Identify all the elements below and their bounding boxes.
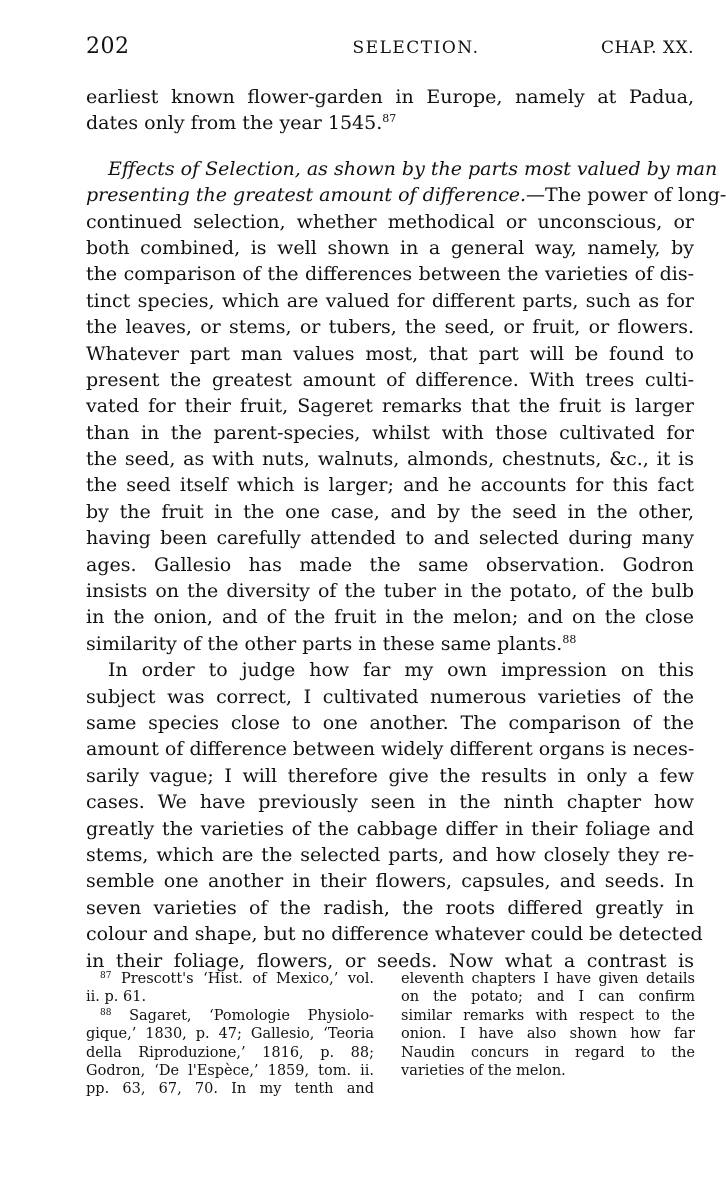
text-line: present the greatest amount of difference. With trees culti- bbox=[86, 368, 694, 391]
footnote-88-line: Godron, ‘De l'Espèce,’ 1859, tom. ii. bbox=[86, 1062, 374, 1079]
text-line bbox=[86, 182, 726, 208]
footnote-88-line bbox=[86, 1007, 374, 1025]
text-line: the seed itself which is larger; and he accounts for this fact bbox=[86, 474, 694, 497]
paragraph-3 bbox=[86, 657, 703, 974]
footnote-88-line: onion. I have also shown how far bbox=[401, 1026, 695, 1043]
paragraph-2 bbox=[86, 156, 726, 657]
text-line: continued selection, whether methodical or unconscious, or bbox=[86, 210, 694, 233]
text-span: similarity of the other parts in these same plants. bbox=[86, 632, 563, 655]
footnotes-right-column bbox=[401, 970, 695, 1080]
text-line bbox=[86, 110, 694, 136]
text-line: vated for their fruit, Sageret remarks that the fruit is larger bbox=[86, 395, 694, 418]
text-line: the leaves, or stems, or tubers, the seed, or fruit, or flowers. bbox=[86, 316, 694, 339]
text-line: Whatever part man values most, that part will be found to bbox=[86, 342, 694, 365]
footnote-ref-88: 88 bbox=[562, 632, 577, 646]
text-line: insists on the diversity of the tuber in the potato, of the bulb bbox=[86, 580, 694, 603]
footnote-text: Prescott's ‘Hist. of Mexico,’ vol. bbox=[120, 971, 374, 987]
footnotes-left-column bbox=[86, 970, 374, 1099]
footnote-88-line: Naudin concurs in regard to the bbox=[401, 1044, 695, 1061]
text-line: seven varieties of the radish, the roots differed greatly in bbox=[86, 896, 694, 919]
text-line: cases. We have previously seen in the ninth chapter how bbox=[86, 791, 694, 814]
text-line bbox=[86, 631, 694, 657]
footnote-88-line: varieties of the melon. bbox=[401, 1062, 566, 1079]
paragraph-1 bbox=[86, 84, 694, 137]
text-line: sarily vague; I will therefore give the results in only a few bbox=[86, 764, 694, 787]
text-line: subject was correct, I cultivated numerous varieties of the bbox=[86, 685, 694, 708]
paragraph-gap bbox=[86, 137, 694, 156]
text-line: earliest known flower-garden in Europe, namely at Padua, bbox=[86, 86, 694, 108]
footnote-88-line: similar remarks with respect to the bbox=[401, 1007, 695, 1024]
text-line: tinct species, which are valued for different parts, such as for bbox=[86, 289, 694, 312]
text-line: than in the parent-species, whilst with those cultivated for bbox=[86, 421, 694, 444]
text-line: the comparison of the differences between the varieties of dis- bbox=[86, 263, 694, 286]
text-span: —The power of long- bbox=[526, 184, 726, 207]
running-head bbox=[86, 34, 694, 62]
section-heading-cont: presenting the greatest amount of difference. bbox=[86, 184, 527, 207]
text-line: amount of difference between widely different organs is neces- bbox=[86, 738, 695, 761]
text-span: dates only from the year 1545. bbox=[86, 112, 383, 135]
footnote-number: 87 bbox=[100, 971, 112, 981]
text-line: the seed, as with nuts, walnuts, almonds, chestnuts, &c., it is bbox=[86, 448, 694, 471]
text-line: In order to judge how far my own impression on this bbox=[108, 659, 694, 682]
text-line: ages. Gallesio has made the same observation. Godron bbox=[86, 553, 694, 576]
footnote-text: Sagaret, ‘Pomologie Physiolo- bbox=[129, 1007, 374, 1024]
text-line: having been carefully attended to and selected during many bbox=[86, 527, 694, 550]
text-line: colour and shape, but no difference whatever could be detected bbox=[86, 923, 703, 946]
text-line: in their foliage, flowers, or seeds. Now what a contrast is bbox=[86, 949, 694, 972]
footnote-88-line: eleventh chapters I have given details bbox=[401, 971, 695, 987]
footnote-ref-87: 87 bbox=[382, 112, 397, 126]
text-line: greatly the varieties of the cabbage differ in their foliage and bbox=[86, 817, 694, 840]
text-line: in the onion, and of the fruit in the melon; and on the close bbox=[86, 606, 694, 629]
footnote-88-line: pp. 63, 67, 70. In my tenth and bbox=[86, 1081, 374, 1098]
footnote-88-line: gique,’ 1830, p. 47; Gallesio, ‘Teoria bbox=[86, 1026, 374, 1043]
running-title: SELECTION. bbox=[352, 38, 480, 58]
footnote-87-line bbox=[86, 970, 374, 988]
text-line: both combined, is well shown in a general way, namely, by bbox=[86, 236, 694, 259]
footnote-number: 88 bbox=[100, 1007, 112, 1018]
page-number: 202 bbox=[86, 34, 130, 59]
text-line: by the fruit in the one case, and by the seed in the other, bbox=[86, 500, 694, 523]
body-text bbox=[86, 84, 726, 974]
text-line: semble one another in their flowers, capsules, and seeds. In bbox=[86, 870, 694, 893]
footnote-88-line: della Riproduzione,’ 1816, p. 88; bbox=[86, 1044, 374, 1061]
footnote-88-line: on the potato; and I can confirm bbox=[401, 989, 695, 1006]
text-line: stems, which are the selected parts, and how closely they re- bbox=[86, 843, 694, 866]
footnote-87-line: ii. p. 61. bbox=[86, 989, 147, 1006]
section-heading: Effects of Selection, as shown by the parts most valued by man bbox=[108, 157, 718, 180]
text-line: same species close to one another. The comparison of the bbox=[86, 711, 694, 734]
chapter-label: CHAP. XX. bbox=[600, 38, 694, 58]
